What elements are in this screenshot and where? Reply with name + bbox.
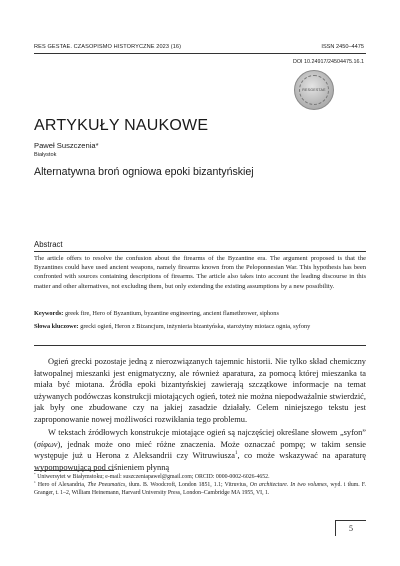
page-number: 5: [335, 520, 366, 536]
keywords-list: greek fire, Hero of Byzantium, byzantine engineering, ancient flamethrower, siphons: [64, 310, 279, 317]
seal-text: RESGESTAE: [302, 88, 326, 92]
keywords-pl-list: grecki ogień, Heron z Bizancjum, inżynieria bizantyńska, starożytny miotacz ognia, syfony: [80, 323, 311, 330]
footnote-1: [34, 482, 366, 498]
seal-ring: [299, 75, 329, 105]
journal-seal-logo: [294, 70, 334, 110]
article-title: Alternatywna broń ogniowa epoki bizantyńskiej: [34, 166, 254, 178]
author-city: Białystok: [34, 152, 57, 158]
keywords-pl: [34, 322, 366, 331]
body-paragraph-2: [34, 427, 366, 473]
footnote-ref-1[interactable]: 1: [235, 451, 238, 457]
footnote-1-title-2: On architecture. In two volumes: [249, 482, 327, 488]
keywords-pl-label: Słowa kluczowe:: [34, 323, 79, 330]
keywords: [34, 309, 366, 318]
footnote-1-text-a: Hero of Alexandria,: [37, 482, 88, 488]
section-heading: ARTYKUŁY NAUKOWE: [34, 117, 209, 134]
footnote-1-text-c: , wyd. i tłum. F. Granger, t. 1–2, William Heinemann, Harvard University Press, London–Cambridge MA 1955, VI, 1.: [34, 482, 366, 496]
body-paragraph-1: Ogień grecki pozostaje jedną z nierozwiązanych tajemnic historii. Nie tylko skład chemiczny łatwopalnej mieszanki jest enigmatyczny, ale również aparatura, za pomocą której mieszanka ta miała być miotana. Źródła epoki bizantyńskiej zawierają szczątkowe informacje na temat używanych podówczas konstrukcji miotających ogień, toteż nie można niepodważalnie stwierdzić, jak były one zbudowane czy na jakiej zasadzie działały. Celem niniejszego tekstu jest zaproponowanie nowej możliwości rozwikłania tego problemu.: [34, 357, 366, 424]
p2-text-b: ), jednak może ono mieć różne znaczenia. Może oznaczać pompę; w takim sensie występuje już u Herona z Aleksandrii czy Witruwiusza: [34, 439, 366, 461]
doi[interactable]: DOI 10.24917/24504475.16.1: [292, 59, 364, 65]
footnote-author-text: Uniwersytet w Białymstoku; e-mail: suszczeniapawel@gmail.com; ORCID: 0000-0002-6026-4652.: [37, 474, 270, 480]
footnote-1-title-1: The Pneumatics: [87, 482, 126, 488]
author-name: Paweł Suszczenia*: [34, 141, 99, 150]
abstract-rule: [34, 251, 366, 252]
p2-greek-word: σίφων: [36, 439, 58, 449]
footnote-rule: [34, 470, 114, 471]
abstract-heading: Abstract: [34, 240, 63, 249]
header-rule: [34, 53, 366, 54]
p2-text-a: W tekstach źródłowych konstrukcje miotające ogień są najczęściej określane słowem „syfon” (: [34, 428, 366, 449]
abstract-text: The article offers to resolve the confusion about the firearms of the Byzantine era. The argument proposed is that the Byzantines could have used ancient weapons, namely firearms known from the Peloponnesian War. This hypothesis has been confronted with sources containing descriptions of firearms. The article also takes into account the leading discourse in this matter and other alternatives, not excluding them, but only extending the existing assumptions by a new possibility.: [34, 255, 366, 290]
issn: ISSN 2450–4475: [321, 44, 364, 50]
footnote-1-text-b: , tłum. B. Woodcroft, London 1851, 1.1; Vitruvius,: [125, 482, 250, 488]
keywords-label: Keywords:: [34, 310, 64, 317]
keywords-rule: [34, 345, 366, 346]
footnote-mark-1: 1: [34, 480, 36, 485]
footnote-mark-star: *: [34, 472, 36, 477]
journal-header: RES GESTAE. CZASOPISMO HISTORYCZNE 2023 (16): [34, 44, 182, 50]
p2-text-c: , co może wskazywać na aparaturę wypompowującą pod ciśnieniem płynną: [34, 451, 366, 472]
